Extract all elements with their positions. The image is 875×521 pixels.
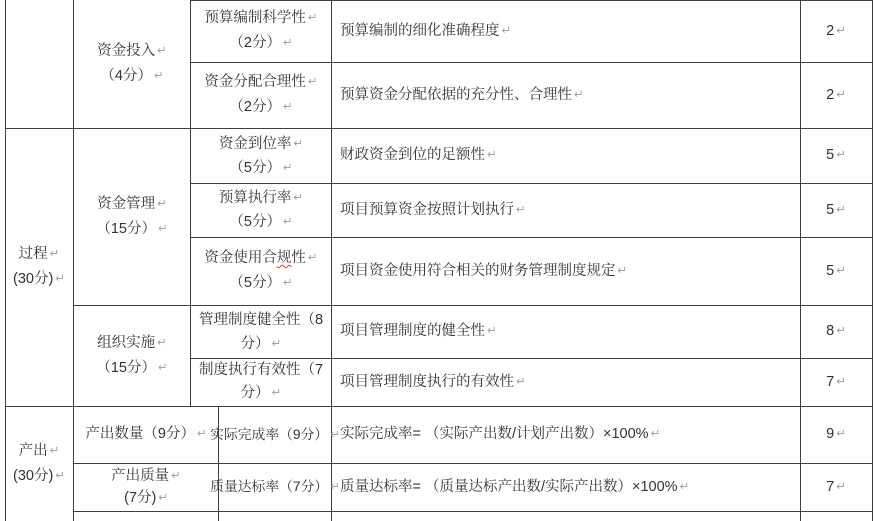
score-value: 7	[826, 373, 835, 390]
score-value: 7	[826, 478, 835, 495]
cell-indicator-r7	[191, 358, 331, 406]
cell-indicator-r9	[210, 463, 340, 511]
pilcrow-mark: ↵	[836, 203, 846, 216]
level2-fund-input-score: （4分）	[100, 68, 152, 84]
pilcrow-mark: ↵	[487, 325, 497, 337]
cell-score-r8	[800, 406, 872, 463]
pilcrow-mark: ↵	[55, 273, 65, 285]
indicator-name: 资金到位率	[218, 135, 292, 152]
indicator-name: 性	[291, 250, 306, 266]
score-value: 2	[826, 86, 835, 103]
cell-indicator-r5	[191, 237, 331, 305]
indicator-description: 财政资金到位的足额性	[340, 147, 485, 163]
score-value: 9	[826, 426, 835, 442]
cell-desc-r4	[331, 183, 800, 237]
cell-indicator-r8	[210, 406, 340, 463]
indicator-score: （2分）	[229, 35, 281, 51]
cell-level2-output-quantity	[74, 406, 218, 463]
gridline-h-r9	[73, 511, 872, 512]
level2-output-quality-score: (7分)	[124, 490, 157, 506]
cell-score-r3	[800, 128, 872, 183]
score-value: 5	[826, 201, 835, 218]
cell-indicator-r3	[191, 128, 331, 183]
pilcrow-mark: ↵	[282, 37, 293, 49]
level2-org-impl-label: 组织实施	[97, 334, 156, 351]
pilcrow-mark: ↵	[516, 203, 526, 216]
indicator-description: 项目资金使用符合相关的财务管理制度规定	[340, 262, 616, 279]
indicator-name: 制度执行有效性（7	[198, 362, 324, 378]
indicator-name: 资金分配合理性	[204, 74, 306, 90]
cell-desc-r3	[331, 128, 800, 183]
pilcrow-mark: ↵	[836, 24, 846, 37]
pilcrow-mark: ↵	[516, 375, 526, 388]
cell-score-r2	[800, 62, 872, 128]
pilcrow-mark: ↵	[836, 375, 846, 388]
pilcrow-mark: ↵	[836, 264, 846, 277]
pilcrow-mark: ↵	[307, 76, 318, 88]
pilcrow-mark: ↵	[293, 192, 304, 204]
pilcrow-mark: ↵	[157, 197, 167, 210]
score-value: 5	[826, 262, 835, 279]
level2-fund-input-label: 资金投入	[97, 43, 156, 59]
pilcrow-mark: ↵	[158, 222, 168, 235]
pilcrow-mark: ↵	[282, 101, 293, 113]
indicator-description: 项目管理制度的健全性	[340, 323, 485, 339]
indicator-score: （2分）	[229, 99, 281, 115]
indicator-name-wrap: 分）	[240, 385, 270, 401]
level2-fund-mgmt-label: 资金管理	[97, 195, 156, 212]
indicator-description: 预算资金分配依据的充分性、合理性	[340, 86, 572, 103]
cell-desc-r2	[331, 62, 800, 128]
pilcrow-mark: ↵	[679, 480, 690, 493]
indicator-name: 实际完成率（9分）	[210, 426, 329, 442]
score-value: 8	[826, 323, 835, 339]
pilcrow-mark: ↵	[307, 12, 318, 24]
level2-output-quantity-label: 产出数量（9分）	[85, 426, 195, 442]
pilcrow-mark: ↵	[282, 161, 293, 174]
level1-output-label: 产出	[18, 442, 48, 459]
pilcrow-mark: ↵	[836, 480, 846, 493]
pilcrow-mark: ↵	[171, 470, 181, 482]
cell-score-r4	[800, 183, 872, 237]
pilcrow-mark: ↵	[307, 252, 318, 264]
pilcrow-mark: ↵	[158, 361, 168, 374]
indicator-description: 项目预算资金按照计划执行	[340, 201, 514, 218]
cell-level2-fund-mgmt	[74, 128, 190, 305]
pilcrow-mark: ↵	[330, 428, 340, 441]
cell-desc-r8	[331, 406, 800, 463]
score-value: 5	[826, 147, 835, 163]
pilcrow-mark: ↵	[330, 481, 340, 493]
cell-level2-output-quality	[74, 463, 218, 511]
cell-score-r9	[800, 463, 872, 511]
indicator-description: 项目管理制度执行的有效性	[340, 373, 514, 390]
cell-score-r5	[800, 237, 872, 305]
indicator-name: 管理制度健全性（8	[198, 311, 324, 328]
pilcrow-mark: ↵	[836, 88, 846, 101]
indicator-description: 预算编制的细化准确程度	[340, 22, 500, 39]
cell-indicator-r6	[191, 305, 331, 358]
score-value: 2	[826, 22, 835, 39]
pilcrow-mark: ↵	[153, 70, 164, 82]
cell-indicator-r4	[191, 183, 331, 237]
indicator-name: 预算编制科学性	[204, 10, 306, 26]
indicator-name: 预算执行率	[218, 190, 292, 206]
cell-desc-r9	[331, 463, 800, 511]
indicator-name-wrap: 分）	[240, 335, 270, 352]
level2-fund-mgmt-score: （15分）	[96, 220, 156, 237]
indicator-score: （5分）	[229, 214, 281, 230]
level2-output-quality-label: 产出质量	[111, 468, 170, 484]
pilcrow-mark: ↵	[293, 137, 304, 150]
cell-score-r1	[800, 0, 872, 62]
indicator-score: （5分）	[229, 159, 281, 176]
pilcrow-mark: ↵	[157, 336, 167, 349]
cell-score-r6	[800, 305, 872, 358]
pilcrow-mark: ↵	[158, 492, 168, 504]
pilcrow-mark: ↵	[49, 444, 60, 457]
indicator-formula: 质量达标率= （质量达标产出数/实际产出数）×100%	[340, 478, 678, 495]
pilcrow-mark: ↵	[836, 428, 846, 440]
pilcrow-mark: ↵	[487, 149, 497, 161]
level1-process-score: (30分)	[13, 271, 54, 287]
cell-level2-org-impl	[74, 305, 190, 406]
pilcrow-mark: ↵	[836, 325, 846, 337]
pilcrow-mark: ↵	[574, 88, 584, 101]
pilcrow-mark: ↵	[282, 216, 293, 228]
cell-desc-r1	[331, 0, 800, 62]
pilcrow-mark: ↵	[271, 387, 282, 399]
level2-org-impl-score: （15分）	[96, 359, 156, 376]
level1-process-label: 过程	[18, 246, 48, 262]
indicator-name: 资金使用合	[204, 250, 277, 266]
cell-level2-fund-input	[74, 0, 190, 128]
cell-desc-r7	[331, 358, 800, 406]
pilcrow-mark: ↵	[55, 469, 65, 482]
cell-score-r7	[800, 358, 872, 406]
cell-indicator-r2	[191, 62, 331, 128]
gridline-v-right	[872, 0, 873, 521]
indicator-name: 质量达标率（7分）	[210, 479, 329, 494]
pilcrow-mark: ↵	[650, 428, 661, 440]
indicator-score: （5分）	[229, 275, 281, 291]
cell-indicator-r1	[191, 0, 331, 62]
cell-desc-r5	[331, 237, 800, 305]
pilcrow-mark: ↵	[271, 337, 282, 350]
pilcrow-mark: ↵	[196, 428, 207, 440]
pilcrow-mark: ↵	[617, 264, 628, 277]
pilcrow-mark: ↵	[836, 149, 846, 161]
indicator-formula: 实际完成率= （实际产出数/计划产出数）×100%	[340, 426, 649, 442]
cell-level1-output	[6, 406, 72, 521]
pilcrow-mark: ↵	[49, 248, 60, 260]
cell-level1-process	[6, 128, 72, 406]
cell-desc-r6	[331, 305, 800, 358]
spellcheck-flagged-text: 规	[276, 250, 292, 266]
pilcrow-mark: ↵	[157, 45, 167, 57]
pilcrow-mark: ↵	[501, 24, 512, 37]
level1-output-score: (30分)	[13, 467, 54, 484]
pilcrow-mark: ↵	[282, 277, 293, 289]
